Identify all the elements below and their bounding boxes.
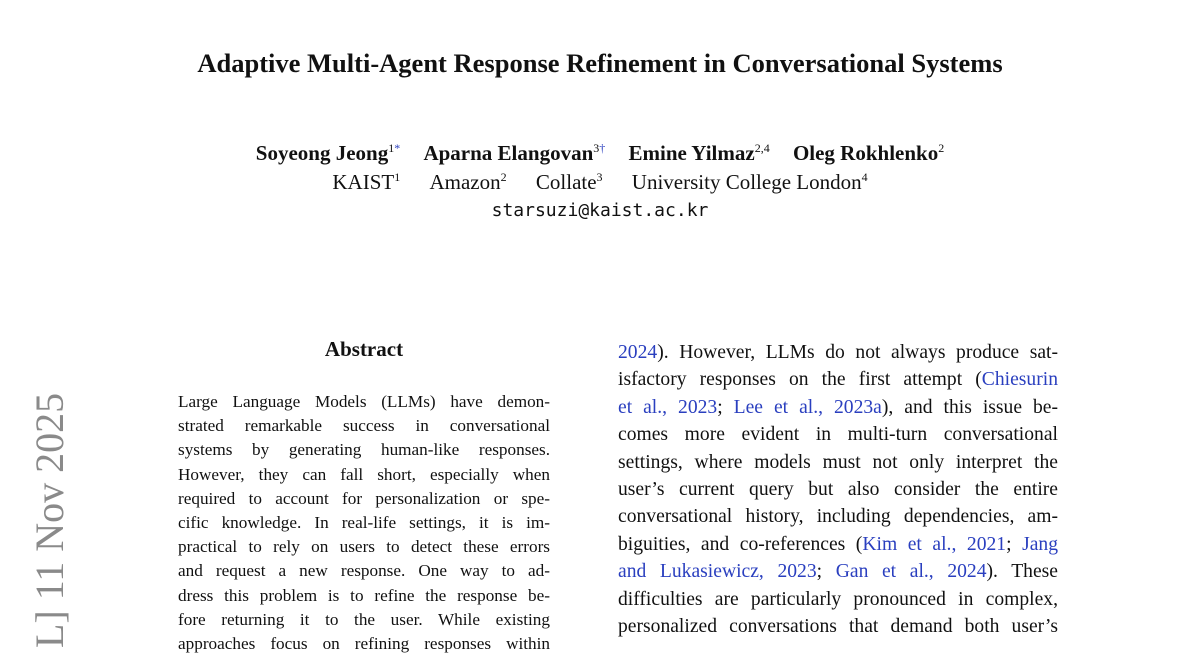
author-list	[0, 141, 1200, 166]
body-text: biguities, and co-references (	[618, 533, 863, 555]
body-text: comes more evident in multi-turn conversational	[618, 424, 1058, 446]
body-line	[618, 449, 1058, 476]
body-line	[618, 421, 1058, 448]
affiliation: University College London$^4$	[631, 170, 868, 194]
body-line	[618, 366, 1058, 393]
body-text: ). However, LLMs do not always produce sat-	[657, 342, 1058, 363]
body-line	[618, 476, 1058, 503]
affiliation: KAIST$^1$	[332, 170, 401, 194]
body-line	[618, 586, 1058, 613]
citation-link[interactable]: 2024	[618, 342, 658, 363]
citation-link[interactable]: Gan et al., 2024	[835, 561, 987, 583]
abstract-line: Large Language Models (LLMs) have demon-	[178, 392, 550, 411]
citation-link[interactable]: and Lukasiewicz, 2023	[618, 561, 817, 583]
abstract-line: However, they can fall short, especially when	[178, 464, 550, 484]
abstract-body	[178, 390, 550, 656]
citation-link[interactable]: et al., 2023	[618, 396, 718, 418]
body-text: ). These	[986, 561, 1058, 583]
body-text: ;	[1006, 533, 1023, 555]
body-line	[618, 613, 1058, 640]
abstract-heading: Abstract	[324, 337, 404, 361]
contact-email[interactable]: starsuzi@kaist.ac.kr	[491, 200, 709, 221]
citation-link[interactable]: Lee et al., 2023a	[733, 396, 882, 418]
citation-link[interactable]: Jang	[1022, 533, 1059, 555]
author: Aparna Elangovan$^{3\dagger}$	[423, 141, 606, 165]
abstract-line: and request a new response. One way to ad-	[178, 561, 550, 581]
body-text: personalized conversations that demand both user’s	[618, 615, 1058, 637]
body-line	[618, 339, 1058, 366]
abstract-line: cific knowledge. In real-life settings, it is im-	[178, 512, 550, 532]
body-line	[618, 558, 1058, 585]
author: Oleg Rokhlenko$^2$	[792, 141, 945, 165]
affiliation-list	[0, 170, 1200, 195]
body-text: user’s current query but also consider the entire	[618, 478, 1058, 500]
body-text: ;	[816, 561, 836, 583]
citation-link[interactable]: Chiesurin	[981, 369, 1058, 391]
abstract-line: dress this problem is to refine the response be-	[178, 585, 550, 605]
body-text: conversational history, including dependencies, am-	[618, 506, 1058, 528]
body-text: settings, where models must not only interpret the	[618, 451, 1058, 473]
abstract-line: systems by generating human-like responses.	[178, 440, 550, 460]
affiliation: Amazon$^2$	[429, 170, 507, 194]
citation-link[interactable]: Kim et al., 2021	[862, 533, 1007, 555]
body-text: difficulties are particularly pronounced in complex,	[618, 588, 1058, 610]
body-line	[618, 503, 1058, 530]
arxiv-stamp: L] 11 Nov 2025	[27, 392, 72, 648]
abstract-line: strated remarkable success in conversational	[178, 416, 550, 436]
abstract-line: fore returning it to the user. While existing	[178, 609, 550, 629]
body-text: ), and this issue be-	[881, 396, 1059, 418]
affiliation: Collate$^3$	[535, 170, 603, 194]
author: Soyeong Jeong$^{1*}$	[255, 141, 401, 165]
paper-title: Adaptive Multi-Agent Response Refinement in Conversational Systems	[197, 48, 1003, 78]
author: Emine Yilmaz$^{2,4}$	[628, 141, 770, 165]
body-text: ;	[717, 396, 734, 418]
abstract-line: practical to rely on users to detect these errors	[178, 537, 550, 557]
introduction-column	[618, 339, 1058, 640]
abstract-line: approaches focus on refining responses within	[178, 633, 550, 653]
body-line	[618, 394, 1058, 421]
body-text: isfactory responses on the first attempt (	[618, 369, 982, 391]
body-line	[618, 531, 1058, 558]
abstract-line: required to account for personalization or spe-	[178, 488, 550, 508]
